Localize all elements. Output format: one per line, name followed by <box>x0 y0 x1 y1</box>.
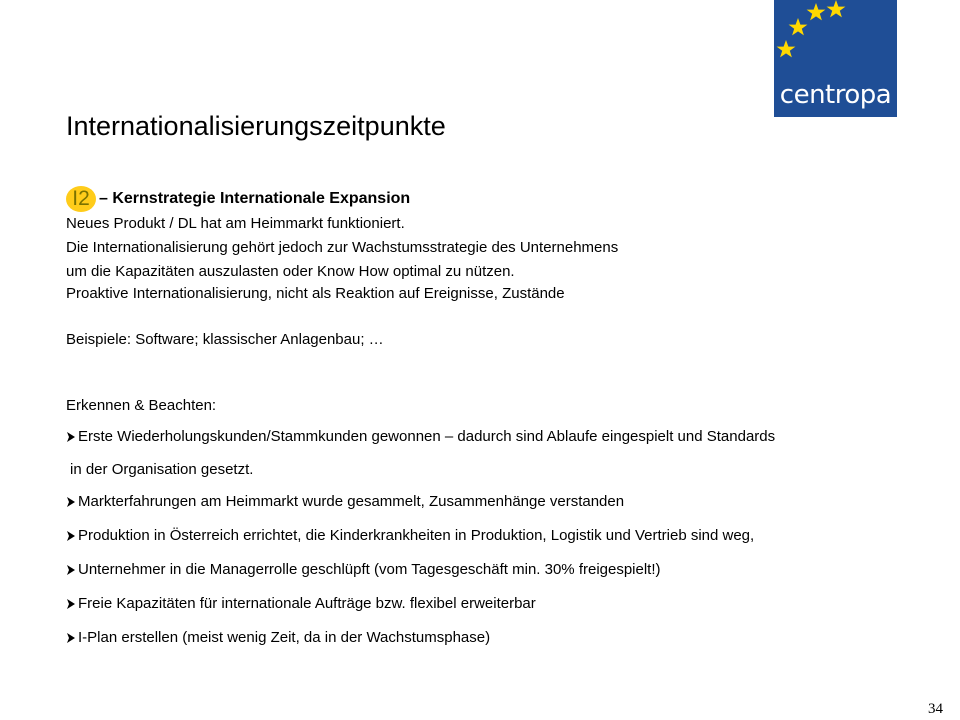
notes-heading: Erkennen & Beachten: <box>66 397 217 414</box>
list-item <box>66 427 775 447</box>
list-item <box>66 492 624 512</box>
page-number: 34 <box>928 701 943 717</box>
text-line: um die Kapazitäten auszulasten oder Know How optimal zu nützen. <box>66 263 515 280</box>
section-heading-text: – Kernstrategie Internationale Expansion <box>99 190 411 207</box>
examples-text: Beispiele: Software; klassischer Anlagenbau; … <box>66 331 384 348</box>
centropa-logo <box>774 0 897 117</box>
star-icon <box>789 18 808 35</box>
list-item-text: Markterfahrungen am Heimmarkt wurde gesammelt, Zusammenhänge verstanden <box>78 493 625 510</box>
list-item <box>66 560 661 580</box>
text-line: Neues Produkt / DL hat am Heimmarkt funktioniert. <box>66 215 405 232</box>
list-item <box>66 628 490 648</box>
list-item-continuation: in der Organisation gesetzt. <box>70 461 254 478</box>
star-icon <box>807 3 826 20</box>
eu-stars-icon <box>774 0 897 80</box>
text-line: Die Internationalisierung gehört jedoch zur Wachstumsstrategie des Unternehmens <box>66 239 619 256</box>
arrow-bullet-icon <box>66 632 76 644</box>
text-line: Proaktive Internationalisierung, nicht als Reaktion auf Ereignisse, Zustände <box>66 285 565 302</box>
list-item <box>66 594 536 614</box>
page-title: Internationalisierungszeitpunkte <box>66 111 446 141</box>
arrow-bullet-icon <box>66 530 76 542</box>
star-icon <box>777 40 796 57</box>
list-item-text: Erste Wiederholungskunden/Stammkunden gewonnen – dadurch sind Ablaufe eingespielt und Standards <box>78 428 776 445</box>
arrow-bullet-icon <box>66 564 76 576</box>
star-icon <box>827 0 846 17</box>
list-item-text: I-Plan erstellen (meist wenig Zeit, da in der Wachstumsphase) <box>78 629 491 646</box>
arrow-bullet-icon <box>66 496 76 508</box>
list-item-text: Freie Kapazitäten für internationale Aufträge bzw. flexibel erweiterbar <box>78 595 536 612</box>
section-heading <box>66 186 410 212</box>
section-badge: I2 <box>66 186 96 212</box>
list-item-text: Produktion in Österreich errichtet, die Kinderkrankheiten in Produktion, Logistik und Vertrieb sind weg, <box>78 527 755 544</box>
logo-text: centropa <box>779 80 892 110</box>
arrow-bullet-icon <box>66 431 76 443</box>
arrow-bullet-icon <box>66 598 76 610</box>
list-item <box>66 526 754 546</box>
list-item-text: Unternehmer in die Managerrolle geschlüpft (vom Tagesgeschäft min. 30% freigespielt!) <box>78 561 661 578</box>
